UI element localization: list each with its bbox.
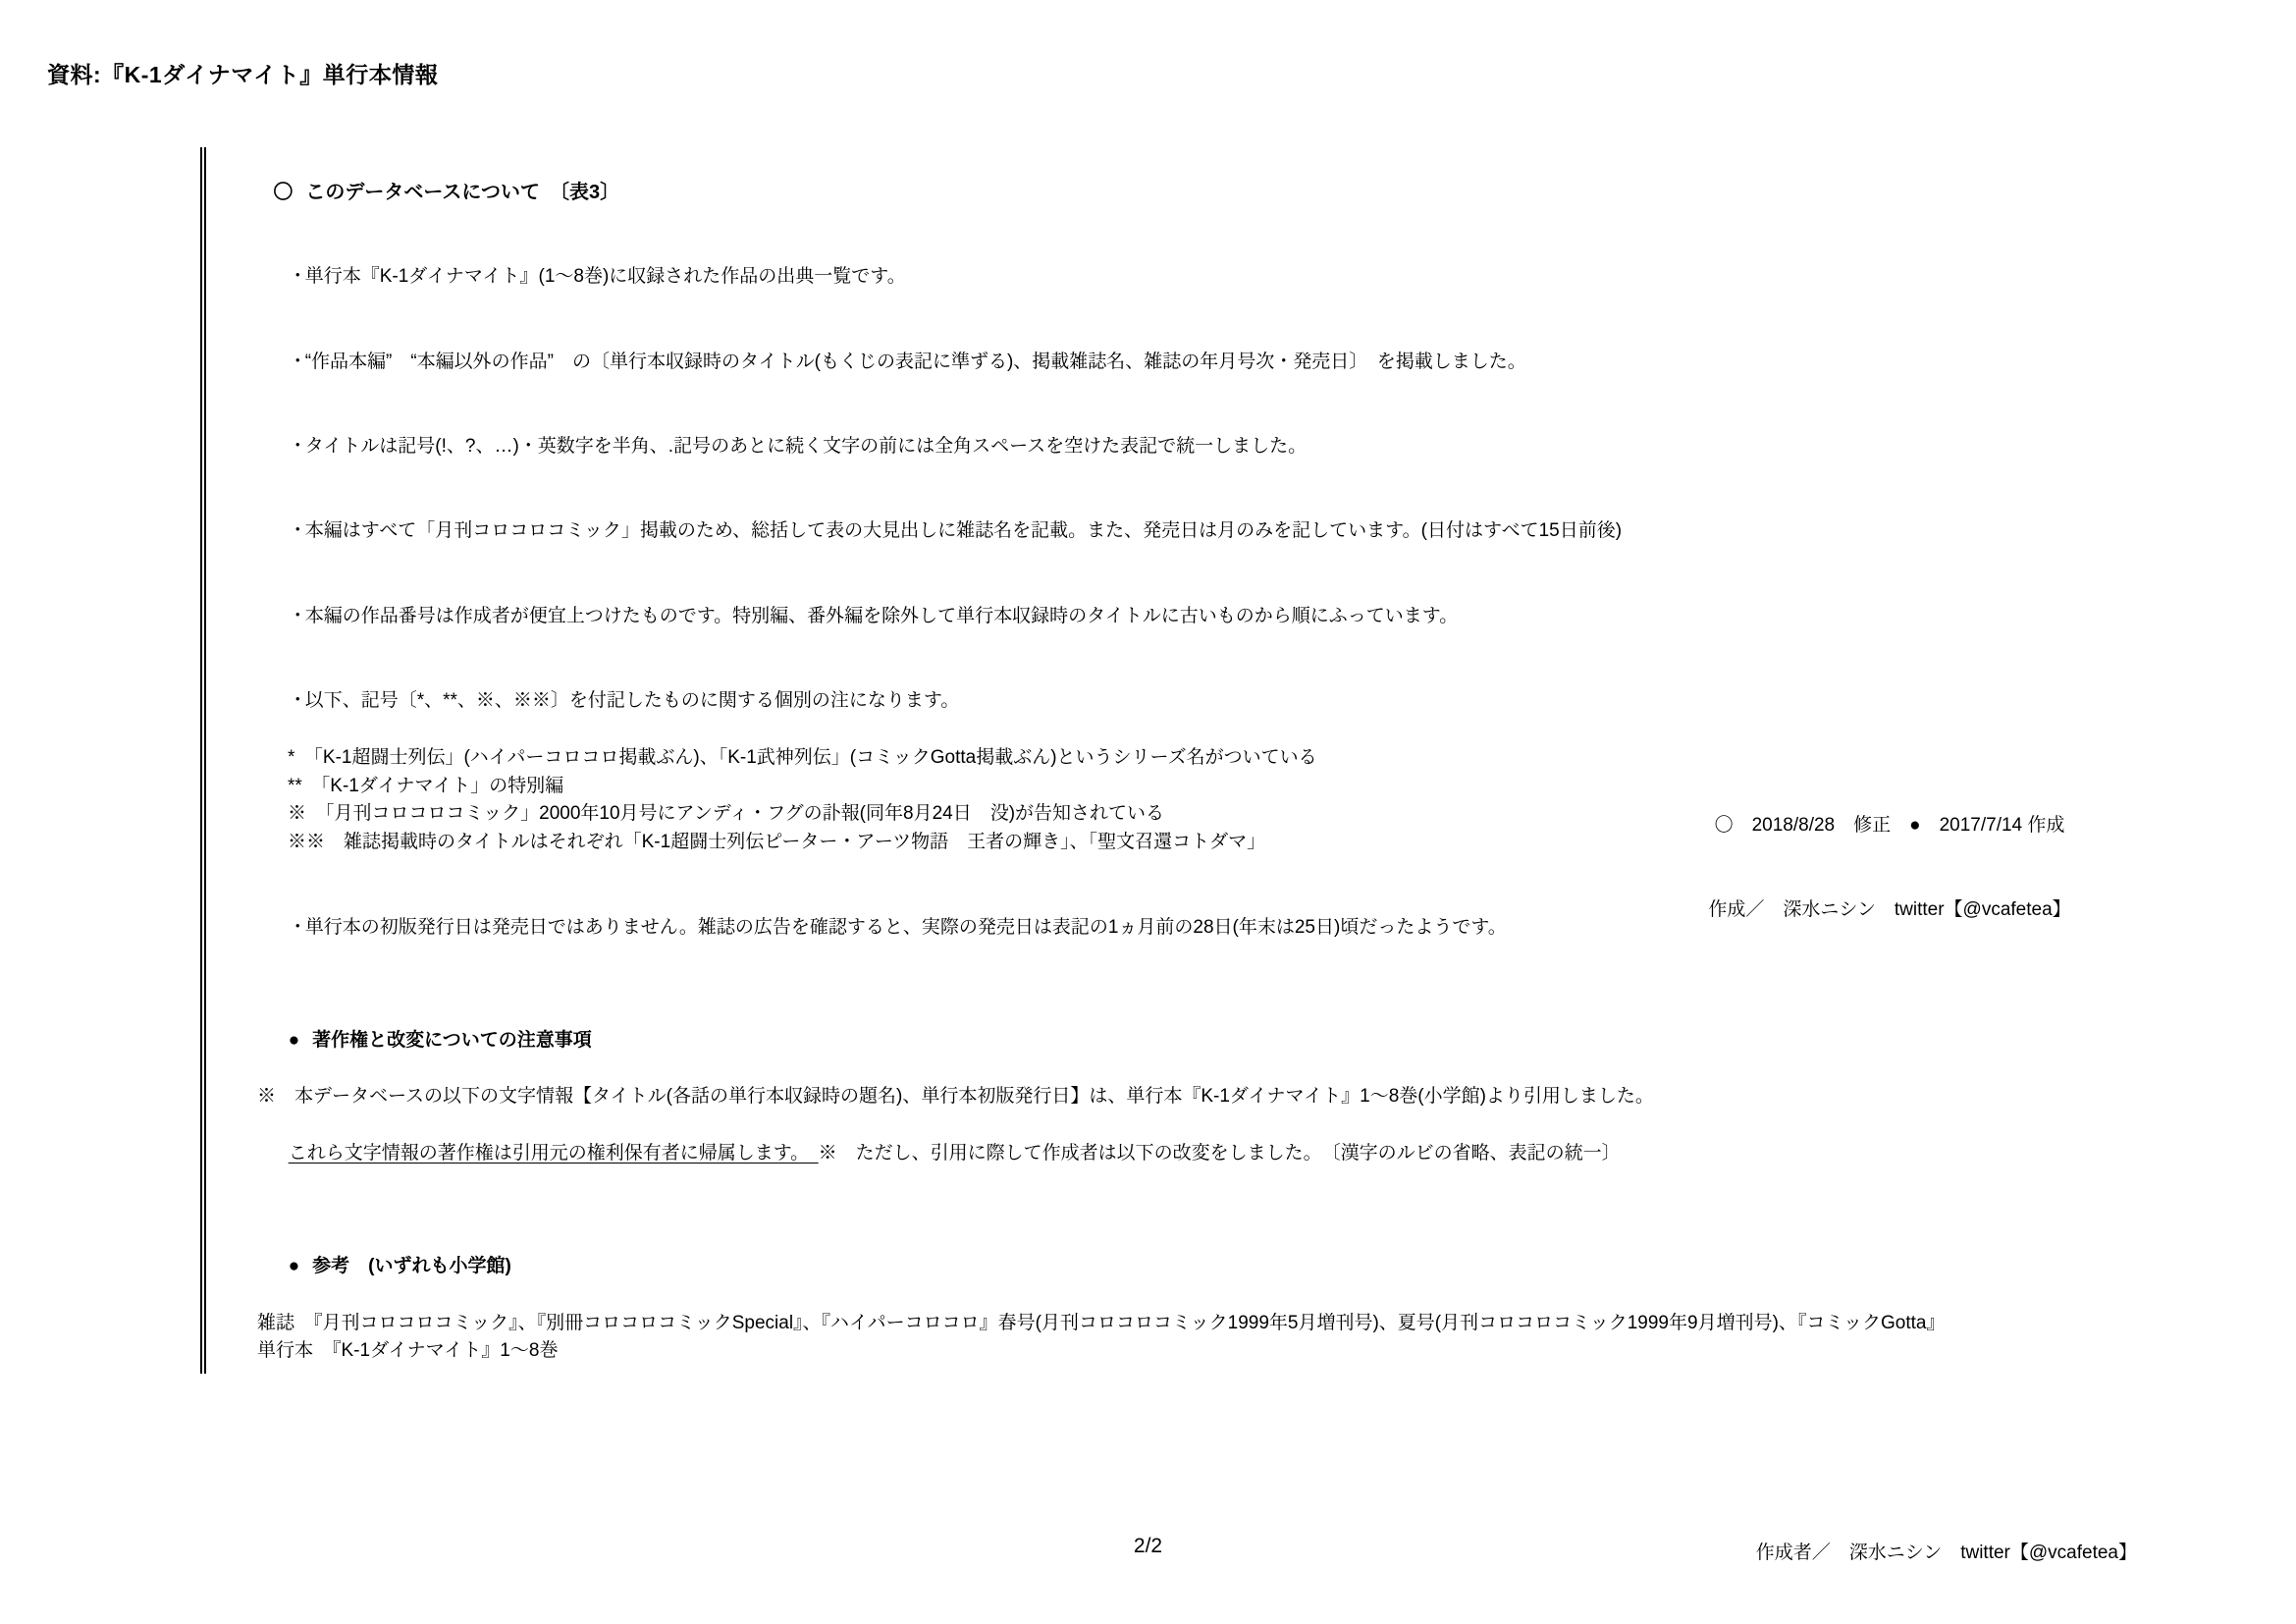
section-heading-reference: [257, 1224, 2073, 1309]
bullet-text: “作品本編” “本編以外の作品” の〔単行本収録時のタイトル(もくじの表記に準ずる)、掲載雑誌名、雑誌の年月号次・発売日〕 を掲載しました。: [304, 351, 1526, 372]
note-item: ※※ 雑誌掲載時のタイトルはそれぞれ「K-1超闘士列伝ピーター・アーツ物語 王者の輝き」、「聖文召還コトダマ」: [288, 832, 1266, 853]
reference-books-line: 単行本 『K-1ダイナマイト』1〜8巻: [257, 1340, 559, 1362]
section-heading-reference-text: 参考 (いずれも小学館): [312, 1256, 511, 1277]
bullet-item: [257, 659, 2073, 743]
bullet-marker: ・: [288, 605, 307, 626]
bullet-marker: ・: [288, 690, 307, 712]
filled-circle-marker: ●: [288, 1029, 300, 1051]
section-heading-about: [240, 150, 2073, 235]
copyright-statement: これら文字情報の著作権は引用元の権利保有者に帰属します。: [288, 1142, 819, 1164]
section-heading-copyright: [257, 999, 2073, 1083]
credits-block: [1659, 756, 2120, 980]
footer-page-number: 2/2: [1133, 1535, 1163, 1557]
section-heading-copyright-text: 著作権と改変についての注意事項: [312, 1029, 592, 1051]
bullet-text: タイトルは記号(!、?、…)・英数字を半角、.記号のあとに続く文字の前には全角スペースを空けた表記で統一しました。: [304, 435, 1308, 457]
circle-marker: 〇: [273, 181, 294, 203]
bullet-text: 以下、記号〔*、**、※、※※〕を付記したものに関する個別の注になります。: [304, 690, 960, 712]
bullet-marker: ・: [288, 435, 307, 457]
bullet-item: [257, 490, 2073, 574]
author-line: 作成／ 深水ニシン twitter【@vcafetea】: [1708, 898, 2071, 920]
bullet-text: 単行本『K-1ダイナマイト』(1〜8巻)に収録された作品の出典一覧です。: [304, 266, 906, 288]
copyright-note-line: ※ 本データベースの以下の文字情報【タイトル(各話の単行本収録時の題名)、単行本初版発行日】は、単行本『K-1ダイナマイト』1〜8巻(小学館)より引用しました。: [257, 1086, 1654, 1108]
bullet-item: [257, 320, 2073, 405]
note-item: ** 「K-1ダイナマイト」の特別編: [288, 775, 564, 796]
bullet-marker: ・: [288, 351, 307, 372]
bullet-item: [257, 405, 2073, 489]
bullet-item: [257, 574, 2073, 659]
note-item: ※ 「月刊コロコロコミック」2000年10月号にアンディ・フグの訃報(同年8月24日 没)が告知されている: [288, 803, 1165, 825]
copyright-amendment: ※ ただし、引用に際して作成者は以下の改変をしました。 〔漢字のルビの省略、表記の統一〕: [818, 1142, 1621, 1164]
bullet-text: 本編の作品番号は作成者が便宜上つけたものです。特別編、番外編を除外して単行本収録時のタイトルに古いものから順にふっています。: [304, 605, 1459, 626]
section-heading-about-text: このデータベースについて 〔表3〕: [305, 181, 620, 203]
footer-author: 作成者／ 深水ニシン twitter【@vcafetea】: [1755, 1543, 2137, 1563]
bullet-marker: ・: [288, 916, 307, 938]
filled-circle-marker: ●: [288, 1256, 300, 1277]
page-title: 資料:『K-1ダイナマイト』単行本情報: [47, 62, 439, 87]
release-note-text: 単行本の初版発行日は発売日ではありません。雑誌の広告を確認すると、実際の発売日は表記の1ヵ月前の28日(年末は25日)頃だったようです。: [304, 916, 1507, 938]
copyright-statement-line: [257, 1111, 2073, 1196]
bullet-marker: ・: [288, 520, 307, 542]
note-item: * 「K-1超闘士列伝」(ハイパーコロコロ掲載ぶん)、「K-1武神列伝」(コミックGotta掲載ぶん)というシリーズ名がついている: [288, 746, 1317, 768]
bullet-marker: ・: [288, 266, 307, 288]
bullet-item: [257, 235, 2073, 319]
reference-magazines-line: 雑誌 『月刊コロコロコミック』、『別冊コロコロコミックSpecial』、『ハイパーコロコロ』春号(月刊コロコロコミック1999年5月増刊号)、夏号(月刊コロコロコミック1999年9月増刊号)、『コミックGotta』: [257, 1312, 1946, 1333]
bullet-text: 本編はすべて「月刊コロコロコミック」掲載のため、総括して表の大見出しに雑誌名を記載。また、発売日は月のみを記しています。(日付はすべて15日前後): [304, 520, 1623, 542]
revision-line: 〇 2018/8/28 修正 ● 2017/7/14 作成: [1714, 815, 2065, 836]
